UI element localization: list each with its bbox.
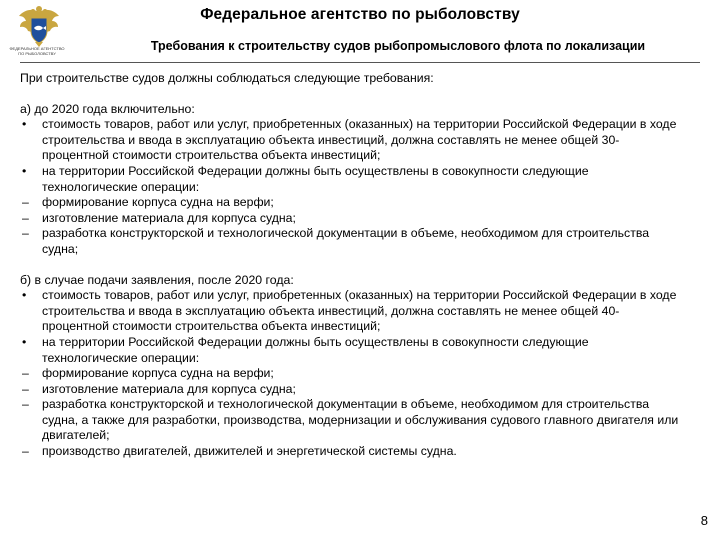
list-marker: – [22,444,29,459]
list-item-text: стоимость товаров, работ или услуг, приобретенных (оказанных) на территории Российской Федерации в ходе строительства и ввода в эксплуатацию объекта инвестиций, должна составлять не менее общей 30-процентной стоимости строительства объекта инвестиций; [42,117,677,163]
list-marker: – [22,381,29,396]
page-number: 8 [700,513,708,528]
list-item [20,397,680,444]
list-item-text: на территории Российской Федерации должны быть осуществлены в совокупности следующие технологические операции: [42,163,589,194]
list-marker: – [22,195,29,210]
header-divider [20,62,700,63]
list-item [20,288,680,335]
list-item [20,117,680,164]
section-heading: б) в случае подачи заявления, после 2020 года: [20,272,294,287]
list-marker: – [22,210,29,225]
slide-subtitle: Требования к строительству судов рыбопромыслового флота по локализации [150,39,646,53]
list-item-text: на территории Российской Федерации должны быть осуществлены в совокупности следующие технологические операции: [42,334,589,365]
list-marker: – [22,366,29,381]
list-item-text: формирование корпуса судна на верфи; [42,195,274,210]
list-item-text: изготовление материала для корпуса судна; [42,381,296,396]
list-marker: – [22,226,29,241]
requirements-list [20,288,680,460]
list-marker: – [22,397,29,412]
list-item [20,444,680,460]
list-item [20,211,680,227]
list-item [20,195,680,211]
list-item-text: разработка конструкторской и технологической документации в объеме, необходимом для строительства судна, а также для разработки, производства, модернизации и обслуживания судового главного двигателя или двигателей; [42,397,679,443]
list-marker: • [22,288,27,303]
logo-caption: ФЕДЕРАЛЬНОЕ АГЕНТСТВО ПО РЫБОЛОВСТВУ [9,46,65,56]
list-marker: • [22,117,27,132]
slide-content [20,71,680,475]
section-a [20,102,680,258]
intro-text: При строительстве судов должны соблюдаться следующие требования: [20,71,434,85]
list-item [20,335,680,366]
section-heading: а) до 2020 года включительно: [20,101,195,116]
list-item-text: стоимость товаров, работ или услуг, приобретенных (оказанных) на территории Российской Федерации в ходе строительства и ввода в эксплуатацию объекта инвестиций, должна составлять не менее общей 40-процентной стоимости строительства объекта инвестиций; [42,288,677,334]
list-item-text: формирование корпуса судна на верфи; [42,366,274,381]
list-item-text: изготовление материала для корпуса судна; [42,210,296,225]
list-item-text: производство двигателей, движителей и энергетической системы судна. [42,444,457,459]
list-item [20,366,680,382]
requirements-list [20,117,680,257]
agency-title: Федеральное агентство по рыболовству [200,6,520,23]
list-item [20,164,680,195]
list-item-text: разработка конструкторской и технологической документации в объеме, необходимом для строительства судна; [42,226,650,256]
list-item [20,382,680,398]
section-b [20,273,680,460]
list-item [20,226,680,257]
list-marker: • [22,334,27,349]
list-marker: • [22,163,27,178]
